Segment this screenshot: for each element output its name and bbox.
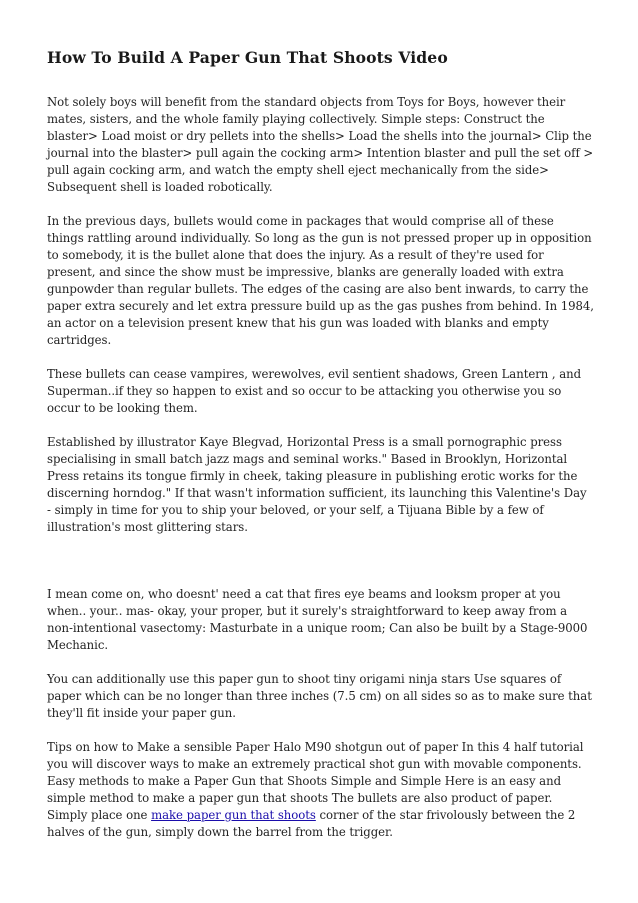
page-title: How To Build A Paper Gun That Shoots Video (47, 48, 448, 67)
paragraph-7-text-after: corner of the star frivolously between the 2 halves of the gun, simply down the barrel from the trigger. (47, 808, 576, 839)
paragraph-6: You can additionally use this paper gun to shoot tiny origami ninja stars Use squares of paper which can be no longer than three inches (7.5 cm) on all sides so as to make sure that they'll fit inside your paper gun. (47, 672, 592, 720)
paragraph-7 (47, 739, 594, 841)
paragraph-3: These bullets can cease vampires, werewolves, evil sentient shadows, Green Lantern , and Superman..if they so happen to exist and so occur to be attacking you otherwise you so occur to be looking them. (47, 367, 582, 415)
paragraph-1: Not solely boys will benefit from the standard objects from Toys for Boys, however their mates, sisters, and the whole family playing collectively. Simple steps: Construct the blaster> Load moist or dry pellets into the shells> Load the shells into the journal> Clip the journal into the blaster> pull again the cocking arm> Intention blaster and pull the set off > pull again cocking arm, and watch the empty shell eject mechanically from the side> Subsequent shell is loaded robotically. (47, 95, 594, 194)
make-paper-gun-link[interactable]: make paper gun that shoots (151, 808, 316, 822)
paragraph-5: I mean come on, who doesnt' need a cat that fires eye beams and looksm proper at you when.. your.. mas- okay, your proper, but it surely's straightforward to keep away from a non-intentional vasectomy: Masturbate in a unique room; Can also be built by a Stage-9000 Mechanic. (47, 587, 588, 652)
paragraph-4: Established by illustrator Kaye Blegvad, Horizontal Press is a small pornographic press specialising in small batch jazz mags and seminal works." Based in Brooklyn, Horizontal Press retains its tongue firmly in cheek, taking pleasure in publishing erotic works for the discerning horndog." If that wasn't information sufficient, its launching this Valentine's Day - simply in time for you to ship your beloved, or your self, a Tijuana Bible by a few of illustration's most glittering stars. (47, 435, 587, 534)
paragraph-2: In the previous days, bullets would come in packages that would comprise all of these things rattling around individually. So long as the gun is not pressed proper up in opposition to somebody, it is the bullet alone that does the injury. As a result of they're used for present, and since the show must be impressive, blanks are generally loaded with extra gunpowder than regular bullets. The edges of the casing are also bent inwards, to carry the paper extra securely and let extra pressure build up as the gas pushes from behind. In 1984, an actor on a television present knew that his gun was loaded with blanks and empty cartridges. (47, 214, 594, 347)
paragraph-7-text-before: Tips on how to Make a sensible Paper Halo M90 shotgun out of paper In this 4 half tutorial you will discover ways to make an extremely practical shot gun with movable components. Easy methods to make a Paper Gun that Shoots Simple and Simple Here is an easy and simple method to make a paper gun that shoots The bullets are also product of paper. Simply place one (47, 740, 584, 822)
